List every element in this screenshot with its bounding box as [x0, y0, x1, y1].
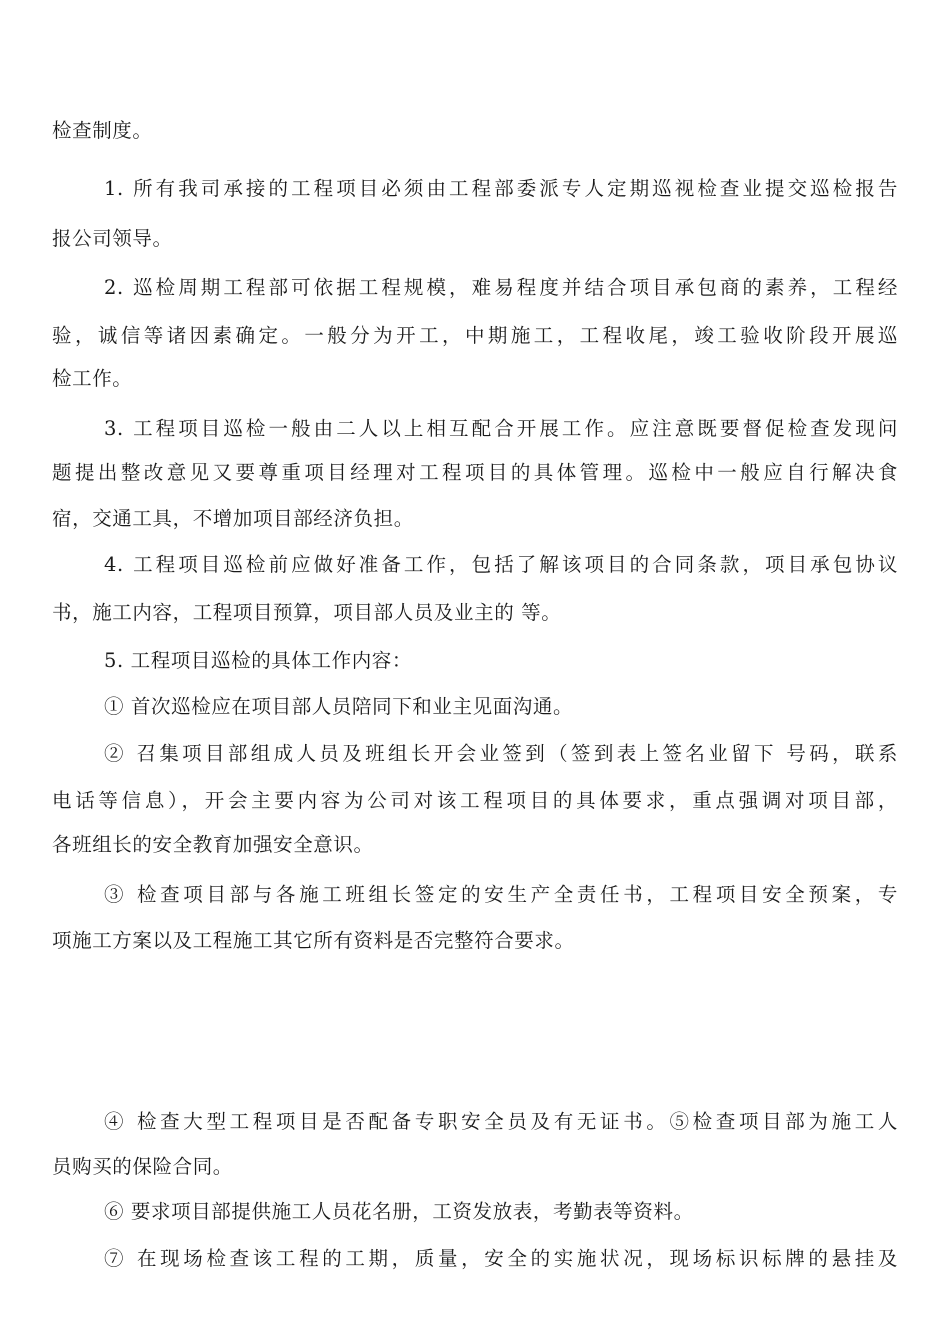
text-line: 员购买的保险合同。 [52, 1155, 233, 1178]
text-line: 各班组长的安全教育加强安全意识。 [52, 833, 374, 856]
text-line: 报公司领导。 [52, 227, 173, 250]
text-line: ① 首次巡检应在项目部人员陪同下和业主见面沟通。 [104, 695, 574, 718]
text-line: ④ 检查大型工程项目是否配备专职安全员及有无证书。⑤检查项目部为施工人 [104, 1110, 898, 1133]
text-line: 4. 工程项目巡检前应做好准备工作，包括了解该项目的合同条款，项目承包协议 [104, 553, 898, 576]
text-line: 书，施工内容，工程项目预算，项目部人员及业主的 等。 [52, 601, 562, 624]
text-line: 项施工方案以及工程施工其它所有资料是否完整符合要求。 [52, 929, 575, 952]
text-line: 2. 巡检周期工程部可依据工程规模，难易程度并结合项目承包商的素养，工程经 [104, 276, 898, 299]
text-line: 检查制度。 [52, 119, 153, 142]
text-line: 题提出整改意见又要尊重项目经理对工程项目的具体管理。巡检中一般应自行解决食 [52, 461, 898, 484]
text-line: ② 召集项目部组成人员及班组长开会业签到（签到表上签名业留下 号码，联系 [104, 742, 898, 765]
text-line: 5. 工程项目巡检的具体工作内容： [104, 649, 413, 672]
text-line: ③ 检查项目部与各施工班组长签定的安生产全责任书，工程项目安全预案，专 [104, 883, 898, 906]
text-line: ⑦ 在现场检查该工程的工期，质量，安全的实施状况，现场标识标牌的悬挂及 [104, 1247, 898, 1270]
text-line: 检工作。 [52, 367, 133, 390]
text-line: 电话等信息），开会主要内容为公司对该工程项目的具体要求，重点强调对项目部， [52, 789, 898, 812]
text-line: 1. 所有我司承接的工程项目必须由工程部委派专人定期巡视检查业提交巡检报告 [104, 177, 898, 200]
text-line: 验，诚信等诸因素确定。一般分为开工，中期施工，工程收尾，竣工验收阶段开展巡 [52, 324, 898, 347]
text-line: 宿，交通工具，不增加项目部经济负担。 [52, 507, 414, 530]
text-line: ⑥ 要求项目部提供施工人员花名册，工资发放表，考勤表等资料。 [104, 1200, 694, 1223]
text-line: 3. 工程项目巡检一般由二人以上相互配合开展工作。应注意既要督促检查发现问 [104, 417, 898, 440]
